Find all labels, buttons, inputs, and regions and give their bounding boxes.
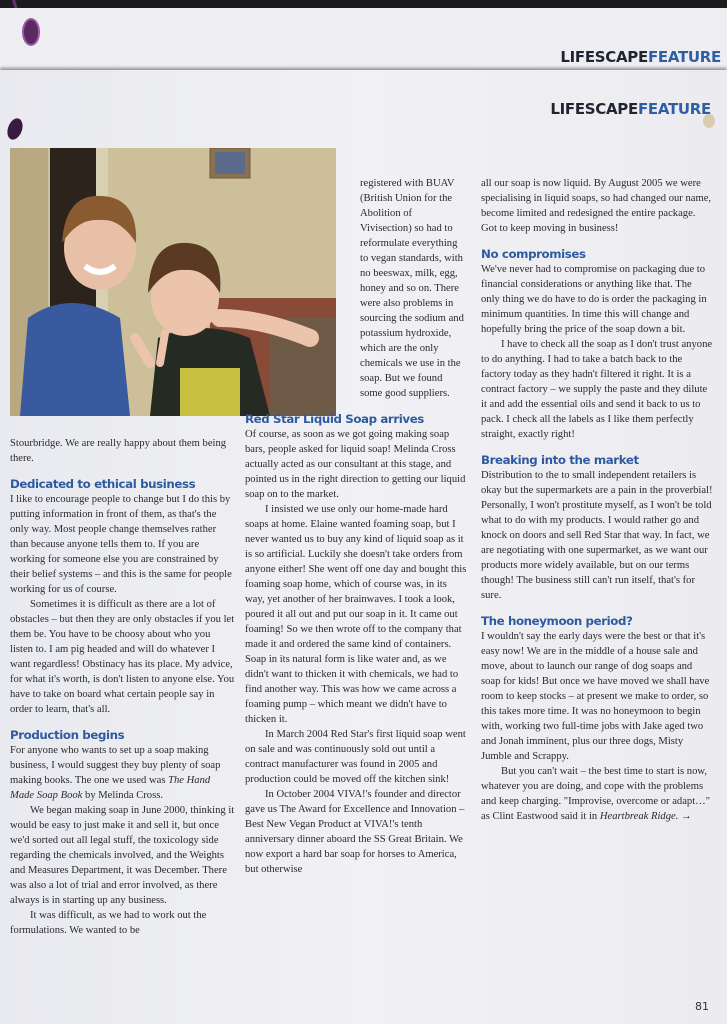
- paragraph: In October 2004 VIVA!'s founder and director gave us The Award for Excellence and Innovation – Best New Vegan Product at VIVA!'s tenth anniversary dinner aboard the SS Great Britain. We now export a hard bar soap for horses to America, but otherwise: [245, 789, 465, 875]
- paragraph: I have to check all the soap as I don't trust anyone to do anything. I had to take a batch back to the factory today as they hadn't filtered it right. It is a contract factory – we supply the paste and they dilute it and add the essential oils and send it back to us to pack. I check all the labels as I like them perfectly straight, exactly right!: [481, 339, 713, 440]
- paragraph: Of course, as soon as we got going making soap bars, people asked for liquid soap! Melinda Cross actually acted as our consultant at this stage, and pointed us in the right direction to getting our liquid soap on to the market.: [245, 429, 466, 500]
- section-brand-back: LIFESCAPEFEATURE: [560, 48, 721, 66]
- binder-ring-icon: [22, 18, 40, 46]
- section-brand: [550, 100, 711, 118]
- paragraph: I like to encourage people to change but I do this by putting information in front of them, as that's the only way. Most people change themselves rather than because anyone tells them to. If you are working for someone else you are constrained by their belief systems – and this is the same for people working for us of course.: [10, 494, 232, 595]
- previous-page-edge: [0, 8, 727, 70]
- book-title: The Hand Made Soap Book: [10, 775, 211, 801]
- heading-dedicated-to-ethical-business: Dedicated to ethical business: [10, 477, 196, 491]
- col1-intro: Stourbridge. We are really happy about them being there.: [10, 438, 227, 464]
- paragraph: We began making soap in June 2000, thinking it would be easy to just make it and sell it, but once we'd sorted out all legal stuff, the toxicology side regarding the chemicals involved, and the Weights and Measures Department, it was December. There was also a lot of trial and error involved, as there always is in starting up any business.: [10, 805, 235, 906]
- paragraph: We've never had to compromise on packaging due to financial considerations or anything like that. The only thing we do have to do is order the packaging in minimum quantities. In time this will change and hopefully bring the price of the soap down a bit.: [481, 264, 707, 335]
- heading-the-honeymoon-period: The honeymoon period?: [481, 614, 633, 628]
- continue-arrow-icon: →: [678, 811, 692, 822]
- brand-feature: FEATURE: [637, 100, 711, 118]
- heading-red-star-liquid-soap-arrives: Red Star Liquid Soap arrives: [245, 412, 424, 426]
- paragraph: Sometimes it is difficult as there are a lot of obstacles – but then they are only obstacles if you let them be. You have to be choosy about who you listen to. I am pig headed and will do whatever I want regardless! Obstinacy has its place. My advice, for what it's worth, is don't listen to anyone else. You have to take on board what certain people say in order to learn, that's all.: [10, 599, 235, 715]
- binder-hole-icon: [5, 116, 26, 141]
- paragraph: It was difficult, as we had to work out the formulations. We wanted to be: [10, 910, 207, 936]
- col2-intro: registered with BUAV (British Union for the Abolition of Vivisection) so had to reformulate everything to vegan standards, with no beeswax, milk, egg, honey and so on. There were also problems in sourcing the sodium and potassium hydroxide, which are the only chemicals we use in the soap. But we found some good suppliers.: [360, 178, 464, 399]
- paragraph: Distribution to the to small independent retailers is okay but the supermarkets are a pain in the proverbial! Personally, I won't prostitute myself, as I won't be told what to do with my products. I would rather go and knock on doors and sell Red Star that way. In fact, we are negotiating with one supermarket, as we want our products more widely available, but on our terms though! The business still can't run itself, that's for sure.: [481, 470, 713, 601]
- paragraph: I wouldn't say the early days were the best or that it's easy now! We are in the middle of a house sale and move, about to launch our range of dog soaps and soap for kids! But once we have moved we shall have room to keep stocks – at present we make to order, so this takes more time. It was no honeymoon to begin with, working two full-time jobs with Jake aged two and Jonah imminent, plus our three dogs, Misty Jumble and Scrappy.: [481, 631, 710, 762]
- page-number: 81: [695, 1000, 709, 1013]
- heading-breaking-into-the-market: Breaking into the market: [481, 453, 639, 467]
- paragraph: For anyone who wants to set up a soap making business, I would suggest they buy plenty of soap making books. The one we used was The Hand Made Soap Book by Melinda Cross.: [10, 745, 221, 801]
- film-title: Heartbreak Ridge.: [599, 811, 679, 822]
- article-column-2: [245, 176, 467, 877]
- magazine-page: [0, 70, 727, 1024]
- brand-lifescape: LIFESCAPE: [550, 100, 638, 118]
- article-column-1: [10, 436, 235, 938]
- paragraph: In March 2004 Red Star's first liquid soap went on sale and was continuously sold out until a contract manufacturer was found in 2005 and production could be moved off the kitchen sink!: [245, 729, 466, 785]
- paragraph: But you can't wait – the best time to start is now, whatever you are doing, and cope with the problems and keep charging. "Improvise, overcome or adapt…" as Clint Eastwood said it in Heartbreak Ridge. →: [481, 766, 711, 822]
- paragraph: I insisted we use only our home-made hard soaps at home. Elaine wanted foaming soap, but I never wanted us to buy any kind of liquid soap as it is so artificial. Luckily she doesn't take orders from anyone either! She went off one day and bought this foaming soap home, which of course was, in its way, yet another of her brainwaves. I took a look, poured it all out and put our soap in it. It came out foaming! So we then wrote off to the company that made it and ordered the same kind of containers. Soap in its natural form is like water and, as we didn't want to thicken it with chemicals, we had to find another way. This was how we came across a foaming pump – which meant we didn't have to thicken it.: [245, 504, 467, 725]
- heading-no-compromises: No compromises: [481, 247, 586, 261]
- col3-intro: all our soap is now liquid. By August 2005 we were specialising in liquid soaps, so had changed our name, become limited and redesigned the entire package. Got to keep moving in business!: [481, 178, 712, 234]
- article-column-3: [481, 176, 713, 824]
- heading-production-begins: Production begins: [10, 728, 125, 742]
